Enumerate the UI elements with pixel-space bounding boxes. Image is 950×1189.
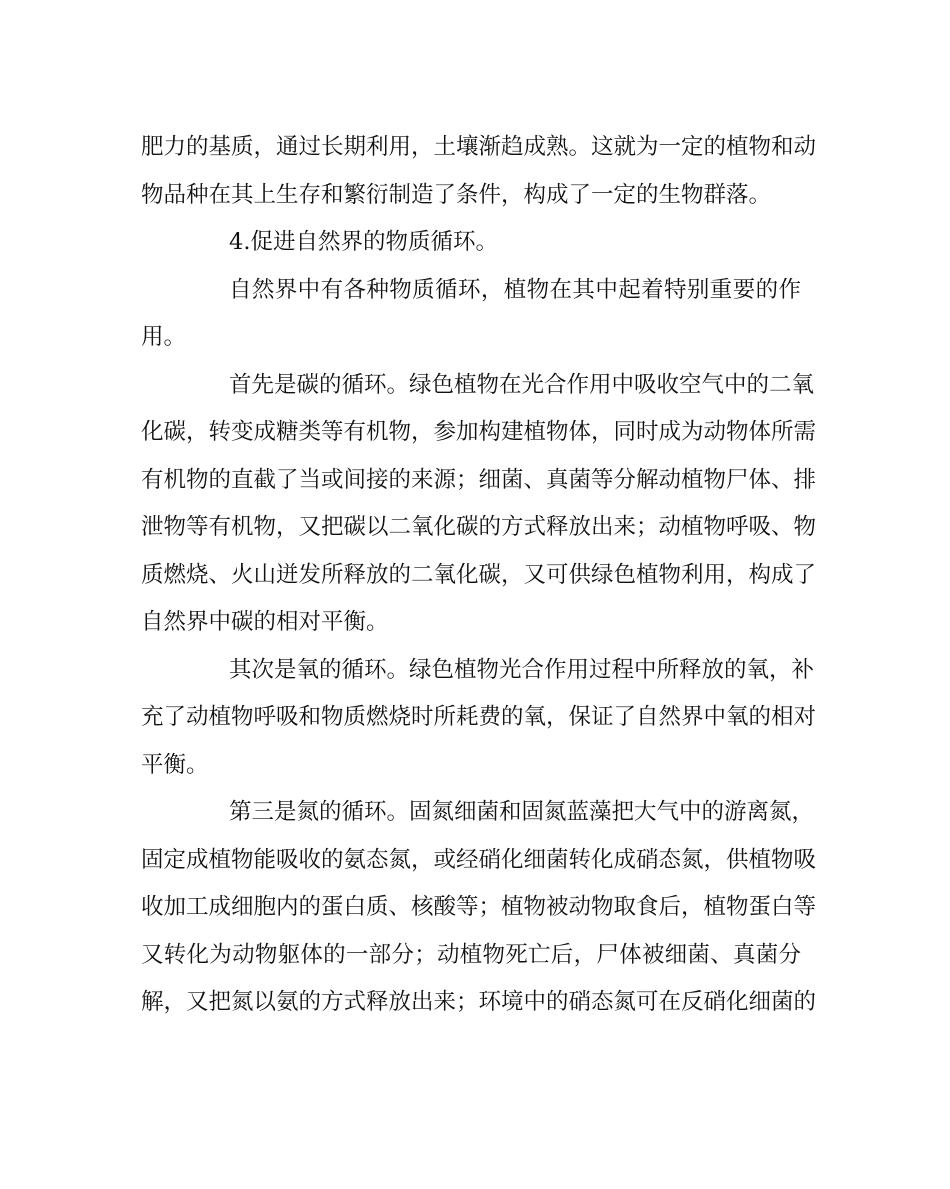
text-line: 充了动植物呼吸和物质燃烧时所耗费的氧，保证了自然界中氧的相对 (141, 704, 817, 730)
text-line: 自然界中碳的相对平衡。 (141, 609, 389, 635)
text-line: 自然界中有各种物质循环，植物在其中起着特别重要的作 (229, 276, 801, 303)
text-line: 首先是碳的循环。绿色植物在光合作用中吸收空气中的二氧 (229, 371, 815, 398)
text-line: 解，又把氮以氨的方式释放出来；环境中的硝态氮可在反硝化细菌的 (141, 989, 817, 1015)
text-line: 泄物等有机物，又把碳以二氧化碳的方式释放出来；动植物呼吸、物 (141, 514, 817, 540)
text-line: 肥力的基质，通过长期利用，土壤渐趋成熟。这就为一定的植物和动 (141, 134, 817, 160)
text-line: 4.促进自然界的物质循环。 (229, 229, 498, 255)
text-line: 物品种在其上生存和繁衍制造了条件，构成了一定的生物群落。 (141, 181, 772, 208)
text-line: 化碳，转变成糖类等有机物，参加构建植物体，同时成为动物体所需 (141, 419, 817, 445)
body-text (141, 124, 817, 1027)
text-line: 平衡。 (141, 751, 209, 778)
text-line: 质燃烧、火山迸发所释放的二氧化碳，又可供绿色植物利用，构成了 (141, 561, 817, 588)
text-line: 第三是氮的循环。固氮细菌和固氮蓝藻把大气中的游离氮， (229, 799, 815, 825)
text-line: 用。 (141, 324, 187, 350)
text-line: 收加工成细胞内的蛋白质、核酸等；植物被动物取食后，植物蛋白等 (141, 894, 817, 920)
text-line: 固定成植物能吸收的氨态氮，或经硝化细菌转化成硝态氮，供植物吸 (141, 846, 817, 873)
text-line: 其次是氧的循环。绿色植物光合作用过程中所释放的氧，补 (229, 656, 815, 683)
text-line: 有机物的直截了当或间接的来源；细菌、真菌等分解动植物尸体、排 (141, 466, 817, 493)
text-line: 又转化为动物躯体的一部分；动植物死亡后，尸体被细菌、真菌分 (141, 941, 801, 968)
